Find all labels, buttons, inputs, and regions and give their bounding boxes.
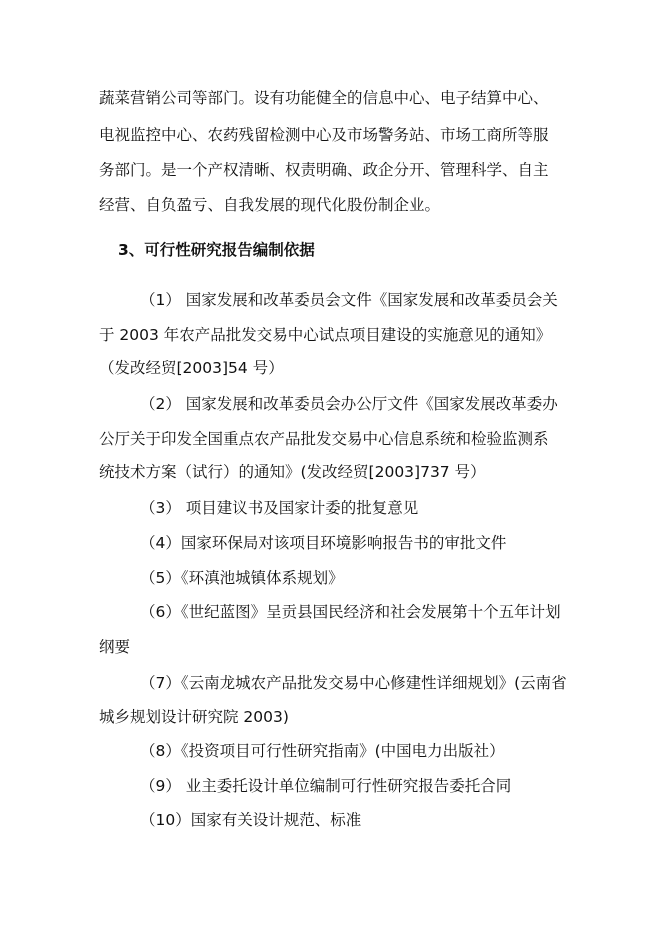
- basis-item-3: （3） 项目建议书及国家计委的批复意见: [140, 499, 419, 517]
- basis-item-5: （5）《环滇池城镇体系规划》: [140, 569, 344, 587]
- intro-line-1: 蔬菜营销公司等部门。设有功能健全的信息中心、电子结算中心、: [99, 89, 549, 107]
- basis-item-2-line-2: 公厅关于印发全国重点农产品批发交易中心信息系统和检验监测系: [99, 430, 549, 448]
- intro-line-4: 经营、自负盈亏、自我发展的现代化股份制企业。: [99, 196, 441, 214]
- basis-item-1-line-2: 于 2003 年农产品批发交易中心试点项目建设的实施意见的通知》: [99, 326, 552, 344]
- basis-item-7-line-1: （7）《云南龙城农产品批发交易中心修建性详细规划》(云南省: [140, 674, 567, 692]
- basis-item-4: （4）国家环保局对该项目环境影响报告书的审批文件: [140, 534, 507, 552]
- intro-line-2: 电视监控中心、农药残留检测中心及市场警务站、市场工商所等服: [99, 126, 549, 144]
- basis-item-6-line-1: （6）《世纪蓝图》呈贡县国民经济和社会发展第十个五年计划: [140, 603, 561, 621]
- basis-item-7-line-2: 城乡规划设计研究院 2003): [99, 708, 289, 726]
- intro-line-3: 务部门。是一个产权清晰、权责明确、政企分开、管理科学、自主: [99, 161, 549, 179]
- basis-item-8: （8）《投资项目可行性研究指南》(中国电力出版社）: [140, 742, 505, 760]
- basis-item-2-line-1: （2） 国家发展和改革委员会办公厅文件《国家发展改革委办: [140, 395, 558, 413]
- basis-item-1-line-1: （1） 国家发展和改革委员会文件《国家发展和改革委员会关: [140, 291, 558, 309]
- section-heading: 3、可行性研究报告编制依据: [118, 241, 315, 259]
- basis-item-6-line-2: 纲要: [99, 638, 131, 656]
- basis-item-1-line-3: （发改经贸[2003]54 号）: [99, 359, 284, 377]
- basis-item-2-line-3: 统技术方案（试行）的通知》(发改经贸[2003]737 号）: [99, 463, 486, 481]
- basis-item-10: （10）国家有关设计规范、标准: [140, 811, 362, 829]
- basis-item-9: （9） 业主委托设计单位编制可行性研究报告委托合同: [140, 777, 512, 795]
